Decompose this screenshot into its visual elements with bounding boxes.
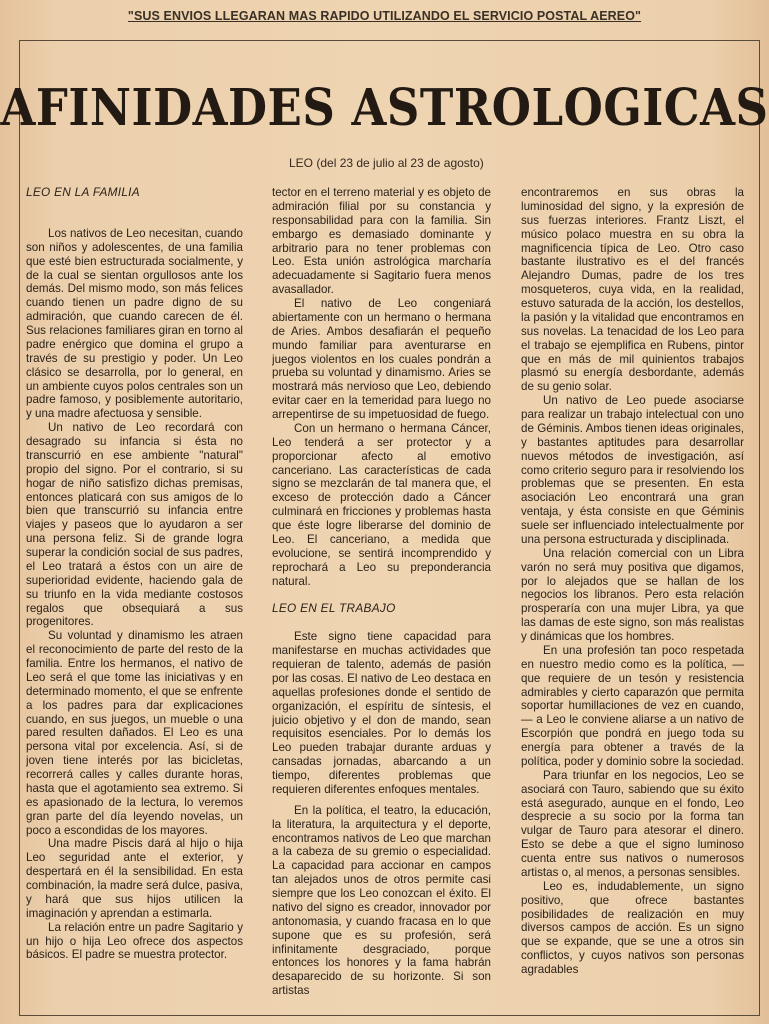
paragraph: Su voluntad y dinamismo les atraen el reconocimiento de parte del resto de la familia. Entre los hermanos, el nativo de Leo será el que tome las iniciativas y en determinado momento, el que se enfrente a los padres para dar explicaciones cuando, en sus juegos, un mueble o una pared resulten dañados. El Leo es una persona vital por excelencia. Así, si de joven tiene interés por las bicicletas, recorrerá calles y calles durante horas, hasta que el agotamiento sea extremo. Si es apasionado de la lectura, lo veremos gran parte del día leyendo novelas, un poco a escondidas de los mayores. xyxy=(26,629,243,837)
paragraph: En la política, el teatro, la educación, la literatura, la arquitectura y el deporte, encontramos nativos de Leo que marchan a la cabeza de su gremio o especialidad. La capacidad para accionar en campos tan alejados unos de otros permite casi siempre que los Leo conozcan el éxito. El nativo del signo es creador, innovador por antonomasia, y cuando fracasa en lo que supone que es su profesión, será infinitamente desgraciado, porque entonces los honores y la fama habrán desaparecido de su horizonte. Si son artistas xyxy=(272,803,491,998)
article-subtitle: LEO (del 23 de julio al 23 de agosto) xyxy=(289,156,484,170)
column-2 xyxy=(272,186,491,1016)
column-3 xyxy=(521,186,744,1016)
paragraph-gap xyxy=(272,797,491,804)
postal-banner xyxy=(0,9,769,23)
paragraph: encontraremos en sus obras la luminosidad del signo, y la expresión de sus fuerzas interiores. Frantz Liszt, el músico polaco muestra en su obra la magnificencia típica de Leo. Otro caso bastante ilustrativo es el del francés Alejandro Dumas, padre de los tres mosqueteros, cuya vida, en la realidad, estuvo saturada de la acción, los destellos, la pasión y la vitalidad que encontramos en sus novelas. La tenacidad de los Leo para el trabajo se ejemplifica en Rubens, pintor que en más de mil quinientos trabajos plasmó su energía desbordante, además de su genio solar. xyxy=(521,186,744,394)
section-heading-trabajo: LEO EN EL TRABAJO xyxy=(272,601,396,616)
paragraph: Una madre Piscis dará al hijo o hija Leo seguridad ante el exterior, y despertará en él la sensibilidad. En esta combinación, la madre será dulce, pasiva, y hará que sus hijos utilicen la imaginación y aprendan a estimarla. xyxy=(26,837,243,920)
paragraph: Una relación comercial con un Libra varón no será muy positiva que digamos, por lo alejados que se hallan de los negocios los libranos. Pero esta relación prosperaría con una mujer Libra, ya que las damas de este signo, son más realistas y dinámicas que los hombres. xyxy=(521,546,744,643)
paragraph: Este signo tiene capacidad para manifestarse en muchas actividades que requieran de talento, además de pasión por las cosas. El nativo de Leo destaca en aquellas profesiones donde el sentido de organización, el espíritu de síntesis, el juicio objetivo y el don de mando, sean requisitos esenciales. Por lo demás los Leo pueden trabajar durante arduas y cansadas jornadas, abarcando a un tiempo, diferentes problemas que requieren diferentes enfoques mentales. xyxy=(272,630,491,796)
column-1 xyxy=(26,186,243,1016)
paragraph: La relación entre un padre Sagitario y un hijo o hija Leo ofrece dos aspectos básicos. El padre se muestra protector. xyxy=(26,920,243,962)
paragraph: Un nativo de Leo recordará con desagrado su infancia si ésta no transcurrió en ese ambiente "natural" propio del signo. Por el contrario, si su hogar de niño satisfizo dichas premisas, entonces platicará con sus amigos de lo bien que transcurrió su infancia entre viajes y paseos que lo ayudaron a ser una persona feliz. Si de grande logra superar la condición social de sus padres, el Leo tratará a éstos con un aire de superioridad evidente, haciendo gala de su triunfo en la vida mediante costosos regalos que obsequiará a sus progenitores. xyxy=(26,421,243,629)
paragraph: En una profesión tan poco respetada en nuestro medio como es la política, —que requiere de un tesón y resistencia admirables y cierto caparazón que permita soportar humillaciones de vez en cuando,— a Leo le conviene aliarse a un nativo de Escorpión que pondrá en juego toda su energía para obtener a través de la política, poder y dominio sobre la sociedad. xyxy=(521,643,744,768)
paragraph: Con un hermano o hermana Cáncer, Leo tenderá a ser protector y a proporcionar afecto al emotivo canceriano. Las características de cada signo se mezclarán de tal manera que, el exceso de protección dado a Cáncer culminará en fricciones y problemas hasta que éste logre liberarse del dominio de Leo. El canceriano, a medida que evolucione, se sentirá incomprendido y reprochará a Leo su preponderancia natural. xyxy=(272,421,491,588)
paragraph: tector en el terreno material y es objeto de admiración filial por su constancia y responsabilidad para con la familia. Sin embargo es demasiado dominante y arbitrario para no tener problemas con Leo. Esta unión astrológica marcharía adecuadamente si Sagitario fuera menos avasallador. xyxy=(272,186,491,297)
paragraph: Los nativos de Leo necesitan, cuando son niños y adolescentes, de una familia que esté bien estructurada socialmente, y de la cual se sientan orgullosos ante los demás. Del mismo modo, son más felices cuando tienen un padre digno de su admiración, que cuando carecen de él. Sus relaciones familiares giran en torno al padre enérgico que domina el grupo a través de su prestigio y poder. Un Leo clásico se desarrolla, por lo general, en un ambiente cuyos polos centrales son un padre famoso, y posiblemente autoritario, y una madre afectuosa y sensible. xyxy=(26,226,243,421)
article-title: AFINIDADES ASTROLOGICAS xyxy=(0,78,769,138)
postal-banner-text: "SUS ENVIOS LLEGARAN MAS RAPIDO UTILIZANDO EL SERVICIO POSTAL AEREO" xyxy=(127,9,642,23)
paragraph: El nativo de Leo congeniará abiertamente con un hermano o hermana de Aries. Ambos desafiarán el pequeño mundo familiar para aventurarse en juegos violentos en los cuales pondrán a prueba su voluntad y dinamismo. Aries se mostrará más nervioso que Leo, debiendo evitar caer en la temeridad para luego no arrepentirse de su impetuosidad de fuego. xyxy=(272,297,491,421)
section-gap xyxy=(272,588,491,602)
section-heading-familia: LEO EN LA FAMILIA xyxy=(26,186,140,199)
paragraph: Leo es, indudablemente, un signo positivo, que ofrece bastantes posibilidades de realización en muy diversos campos de acción. Es un signo que se expande, que se une a otros sin conflictos, y cuyos nativos son personas agradables xyxy=(521,879,744,976)
paragraph: Para triunfar en los negocios, Leo se asociará con Tauro, sabiendo que su éxito está asegurado, aunque en el fondo, Leo desprecie a su socio por la forma tan vulgar de Tauro para atesorar el dinero. Esto se debe a que el signo luminoso cuenta entre sus nativos o numerosos artistas o, al menos, a personas sensibles. xyxy=(521,768,744,879)
paragraph: Un nativo de Leo puede asociarse para realizar un trabajo intelectual con uno de Géminis. Ambos tienen ideas originales, y bastantes aptitudes para desarrollar nuevos métodos de investigación, así como criterio seguro para ir resolviendo los problemas que se presenten. En esta asociación Leo encontrará una gran ventaja, y ésta consiste en que Géminis suele ser influenciado intelectualmente por una persona estructurada y disciplinada. xyxy=(521,394,744,546)
